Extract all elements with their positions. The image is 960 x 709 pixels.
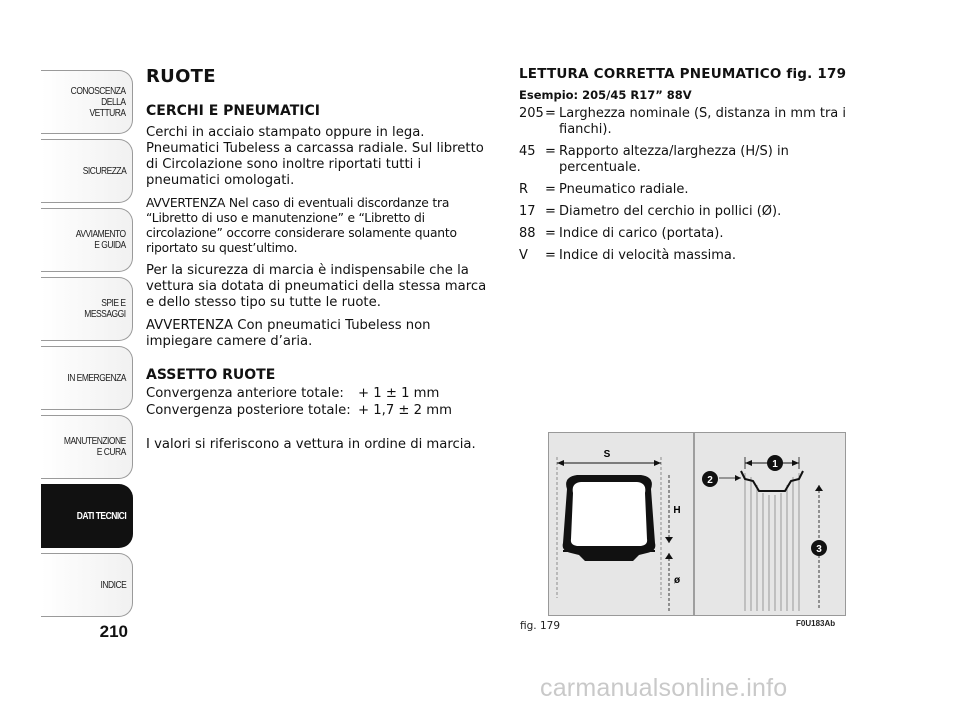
rims-paragraph: Cerchi in acciaio stampato oppure in lega. Pneumatici Tubeless a carcassa radiale. Sul libretto di Circolazione sono inoltre riportati tutti i pneumatici omologati. — [146, 125, 484, 188]
svg-text:3: 3 — [816, 544, 822, 555]
section-tabs — [41, 70, 133, 622]
label-diameter: ø — [673, 575, 681, 586]
def-text: Indice di velocità massima. — [559, 248, 736, 263]
def-code: R — [519, 182, 529, 197]
tab-label: CONOSCENZA DELLA VETTURA — [71, 85, 126, 119]
alignment-label: Convergenza anteriore totale: — [146, 386, 344, 401]
list-item — [519, 204, 859, 220]
tab-emergenza[interactable] — [41, 346, 133, 410]
def-code: 88 — [519, 226, 536, 241]
tab-indice[interactable] — [41, 553, 133, 617]
alignment-heading: ASSETTO RUOTE — [146, 367, 276, 383]
list-item — [519, 144, 859, 176]
def-code: V — [519, 248, 528, 263]
def-equals: = — [545, 226, 556, 241]
callout-1-icon — [767, 455, 783, 471]
def-equals: = — [545, 204, 556, 219]
def-equals: = — [545, 106, 556, 121]
svg-text:1: 1 — [772, 459, 778, 470]
section-title: RUOTE — [146, 66, 216, 87]
tab-label: INDICE — [100, 579, 126, 591]
warning-note-1: AVVERTENZA Nel caso di eventuali discordanze tra “Libretto di uso e manutenzione” e “Libretto di circolazione” occorre considerare solamente quanto riportato su quest’ultimo. — [146, 196, 457, 255]
def-text: Larghezza nominale (S, distanza in mm tra i fianchi). — [559, 106, 847, 137]
def-code: 17 — [519, 204, 536, 219]
def-text: Rapporto altezza/larghezza (H/S) in percentuale. — [559, 144, 789, 175]
figure-code: F0U183Ab — [796, 619, 836, 628]
watermark: carmanualsonline.info — [540, 674, 788, 702]
alignment-row-front — [146, 385, 496, 402]
tyre-diagram — [548, 432, 846, 616]
rims-tyres-heading: CERCHI E PNEUMATICI — [146, 103, 320, 119]
tab-sicurezza[interactable] — [41, 139, 133, 203]
tab-label: AVVIAMENTO E GUIDA — [76, 229, 126, 251]
list-item — [519, 182, 859, 198]
alignment-row-rear — [146, 402, 496, 419]
figure-caption: fig. 179 — [520, 620, 560, 632]
tyre-reading-title: LETTURA CORRETTA PNEUMATICO fig. 179 — [519, 66, 847, 82]
warning-note-2: AVVERTENZA Con pneumatici Tubeless non impiegare camere d’aria. — [146, 318, 431, 349]
tab-avviamento[interactable] — [41, 208, 133, 272]
tab-manutenzione[interactable] — [41, 415, 133, 479]
def-equals: = — [545, 144, 556, 159]
callout-3-icon — [811, 540, 827, 556]
alignment-footer: I valori si riferiscono a vettura in ordine di marcia. — [146, 437, 476, 452]
tab-label: DATI TECNICI — [76, 510, 126, 522]
tab-label: IN EMERGENZA — [67, 372, 126, 384]
def-text: Diametro del cerchio in pollici (Ø). — [559, 204, 782, 219]
tab-spie[interactable] — [41, 277, 133, 341]
page-number: 210 — [99, 622, 128, 641]
tyre-reading-section — [519, 66, 859, 270]
callout-2-icon — [702, 471, 718, 487]
def-code: 45 — [519, 144, 536, 159]
tab-conoscenza[interactable] — [41, 70, 133, 134]
tyre-diagram-svg — [549, 433, 845, 615]
def-text: Pneumatico radiale. — [559, 182, 689, 197]
list-item — [519, 248, 859, 264]
def-text: Indice di carico (portata). — [559, 226, 724, 241]
list-item — [519, 226, 859, 242]
tab-label: MANUTENZIONE E CURA — [64, 436, 126, 458]
label-h: H — [673, 505, 681, 516]
tyre-definitions — [519, 106, 859, 264]
def-code: 205 — [519, 106, 544, 121]
list-item — [519, 106, 859, 138]
wheels-section — [146, 66, 496, 460]
tab-dati-tecnici[interactable] — [41, 484, 133, 548]
alignment-value: + 1,7 ± 2 mm — [358, 403, 452, 418]
def-equals: = — [545, 182, 556, 197]
def-equals: = — [545, 248, 556, 263]
tab-label: SICUREZZA — [82, 165, 126, 177]
tab-label: SPIE E MESSAGGI — [84, 298, 126, 320]
label-s: S — [603, 449, 611, 460]
alignment-value: + 1 ± 1 mm — [358, 386, 440, 401]
safety-paragraph: Per la sicurezza di marcia è indispensabile che la vettura sia dotata di pneumatici della stessa marca e dello stesso tipo su tutte le ruote. — [146, 263, 487, 310]
tyre-example: Esempio: 205/45 R17” 88V — [519, 88, 692, 102]
svg-text:2: 2 — [707, 475, 713, 486]
alignment-label: Convergenza posteriore totale: — [146, 403, 351, 418]
